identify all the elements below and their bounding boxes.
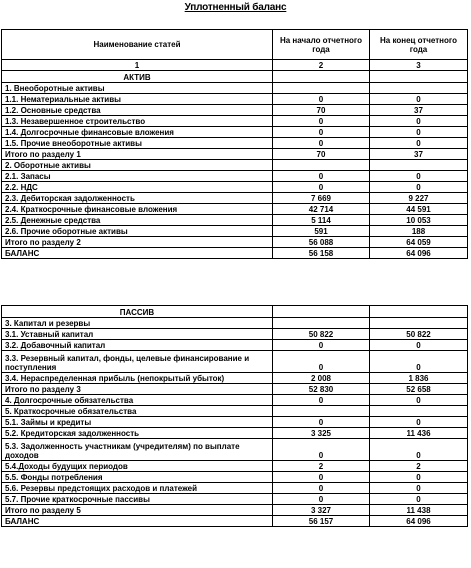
table-row (2, 318, 468, 329)
value-end: 64 059 (370, 237, 468, 248)
value-end: 50 822 (370, 329, 468, 340)
value-start: 2 008 (273, 373, 370, 384)
value-start: 0 (273, 94, 370, 105)
row-label: Итого по разделу 3 (2, 384, 273, 395)
value-start (273, 83, 370, 94)
table-row (2, 171, 468, 182)
value-start: 0 (273, 494, 370, 505)
value-start: 0 (273, 483, 370, 494)
value-start: 0 (273, 116, 370, 127)
row-label: 5.7. Прочие краткосрочные пассивы (2, 494, 273, 505)
value-end: 0 (370, 395, 468, 406)
value-start: 52 830 (273, 384, 370, 395)
row-label: 5.3. Задолженность участникам (учредителям) по выплате доходов (2, 439, 273, 461)
table-row (2, 483, 468, 494)
header-start: На начало отчетного года (273, 30, 370, 60)
row-label: 2.2. НДС (2, 182, 273, 193)
row-label: 5.4.Доходы будущих периодов (2, 461, 273, 472)
table-row (2, 94, 468, 105)
value-end: 0 (370, 472, 468, 483)
value-start: 0 (273, 182, 370, 193)
value-end: 188 (370, 226, 468, 237)
value-end: 0 (370, 483, 468, 494)
table-row (2, 472, 468, 483)
value-end: 0 (370, 171, 468, 182)
value-start: 0 (273, 472, 370, 483)
row-label: БАЛАНС (2, 516, 273, 527)
table-row (2, 417, 468, 428)
row-label: Итого по разделу 5 (2, 505, 273, 516)
row-label: 5.6. Резервы предстоящих расходов и платежей (2, 483, 273, 494)
section-liabilities: ПАССИВ (2, 306, 273, 318)
value-end: 10 053 (370, 215, 468, 226)
value-end: 0 (370, 138, 468, 149)
value-end: 0 (370, 494, 468, 505)
value-end: 9 227 (370, 193, 468, 204)
header-end: На конец отчетного года (370, 30, 468, 60)
row-label: БАЛАНС (2, 248, 273, 259)
value-start: 0 (273, 340, 370, 351)
value-end: 11 436 (370, 428, 468, 439)
value-end (370, 318, 468, 329)
row-label: 1. Внеоборотные активы (2, 83, 273, 94)
value-start: 5 114 (273, 215, 370, 226)
table-row (2, 340, 468, 351)
value-start (273, 160, 370, 171)
section-assets: АКТИВ (2, 71, 273, 83)
table-row (2, 428, 468, 439)
table-row (2, 494, 468, 505)
table-row (2, 138, 468, 149)
row-label: 4. Долгосрочные обязательства (2, 395, 273, 406)
row-label: 2.6. Прочие оборотные активы (2, 226, 273, 237)
value-start: 70 (273, 105, 370, 116)
table-row (2, 182, 468, 193)
value-start: 56 158 (273, 248, 370, 259)
table-row (2, 406, 468, 417)
table-row (2, 516, 468, 527)
value-end: 0 (370, 439, 468, 461)
value-end (370, 83, 468, 94)
value-end (370, 160, 468, 171)
table-row (2, 105, 468, 116)
value-end: 64 096 (370, 248, 468, 259)
value-start: 0 (273, 138, 370, 149)
row-label: 1.2. Основные средства (2, 105, 273, 116)
assets-table (1, 29, 468, 259)
value-start: 0 (273, 439, 370, 461)
row-label: 2.3. Дебиторская задолженность (2, 193, 273, 204)
table-row (2, 193, 468, 204)
row-label: 3. Капитал и резервы (2, 318, 273, 329)
table-row (2, 83, 468, 94)
value-end: 0 (370, 417, 468, 428)
table-row (2, 461, 468, 472)
table-row (2, 204, 468, 215)
table-row (2, 329, 468, 340)
header-num-2: 2 (273, 60, 370, 71)
row-label: 3.4. Нераспределенная прибыль (непокрытый убыток) (2, 373, 273, 384)
table-row (2, 116, 468, 127)
value-end: 0 (370, 351, 468, 373)
value-start (273, 406, 370, 417)
row-label: 1.4. Долгосрочные финансовые вложения (2, 127, 273, 138)
value-end: 64 096 (370, 516, 468, 527)
document-title: Уплотненный баланс (184, 2, 287, 13)
row-label: 5.5. Фонды потребления (2, 472, 273, 483)
table-row (2, 384, 468, 395)
value-end: 52 658 (370, 384, 468, 395)
row-label: 3.1. Уставный капитал (2, 329, 273, 340)
value-start: 0 (273, 395, 370, 406)
value-end: 0 (370, 116, 468, 127)
value-end: 37 (370, 149, 468, 160)
row-label: 3.3. Резервный капитал, фонды, целевые финансирование и поступления (2, 351, 273, 373)
row-label: 5.2. Кредиторская задолженность (2, 428, 273, 439)
table-row (2, 127, 468, 138)
value-start: 3 327 (273, 505, 370, 516)
row-label: 2.1. Запасы (2, 171, 273, 182)
value-start: 3 325 (273, 428, 370, 439)
value-start: 0 (273, 171, 370, 182)
value-start: 56 157 (273, 516, 370, 527)
value-start: 591 (273, 226, 370, 237)
table-row (2, 351, 468, 373)
table-row (2, 215, 468, 226)
liabilities-table (1, 305, 468, 527)
table-row (2, 160, 468, 171)
row-label: 5.1. Займы и кредиты (2, 417, 273, 428)
table-row (2, 395, 468, 406)
table-row (2, 226, 468, 237)
row-label: 1.3. Незавершенное строительство (2, 116, 273, 127)
value-end: 0 (370, 340, 468, 351)
table-row (2, 149, 468, 160)
row-label: Итого по разделу 1 (2, 149, 273, 160)
header-num-1: 1 (2, 60, 273, 71)
table-row (2, 237, 468, 248)
row-label: 1.5. Прочие внеоборотные активы (2, 138, 273, 149)
value-start: 0 (273, 417, 370, 428)
value-start: 2 (273, 461, 370, 472)
value-start: 42 714 (273, 204, 370, 215)
value-end: 44 591 (370, 204, 468, 215)
row-label: 2. Оборотные активы (2, 160, 273, 171)
value-start: 0 (273, 127, 370, 138)
table-row (2, 248, 468, 259)
row-label: 2.4. Краткосрочные финансовые вложения (2, 204, 273, 215)
table-row (2, 373, 468, 384)
row-label: 5. Краткосрочные обязательства (2, 406, 273, 417)
value-start: 50 822 (273, 329, 370, 340)
header-num-3: 3 (370, 60, 468, 71)
value-start: 7 669 (273, 193, 370, 204)
value-end: 0 (370, 127, 468, 138)
value-end: 0 (370, 94, 468, 105)
value-end: 2 (370, 461, 468, 472)
value-end: 1 836 (370, 373, 468, 384)
value-start: 56 088 (273, 237, 370, 248)
value-end: 37 (370, 105, 468, 116)
table-row (2, 439, 468, 461)
row-label: Итого по разделу 2 (2, 237, 273, 248)
row-label: 2.5. Денежные средства (2, 215, 273, 226)
row-label: 3.2. Добавочный капитал (2, 340, 273, 351)
value-start (273, 318, 370, 329)
header-name: Наименование статей (2, 30, 273, 60)
table-row (2, 505, 468, 516)
value-end: 11 438 (370, 505, 468, 516)
value-start: 0 (273, 351, 370, 373)
value-end (370, 406, 468, 417)
row-label: 1.1. Нематериальные активы (2, 94, 273, 105)
value-end: 0 (370, 182, 468, 193)
value-start: 70 (273, 149, 370, 160)
